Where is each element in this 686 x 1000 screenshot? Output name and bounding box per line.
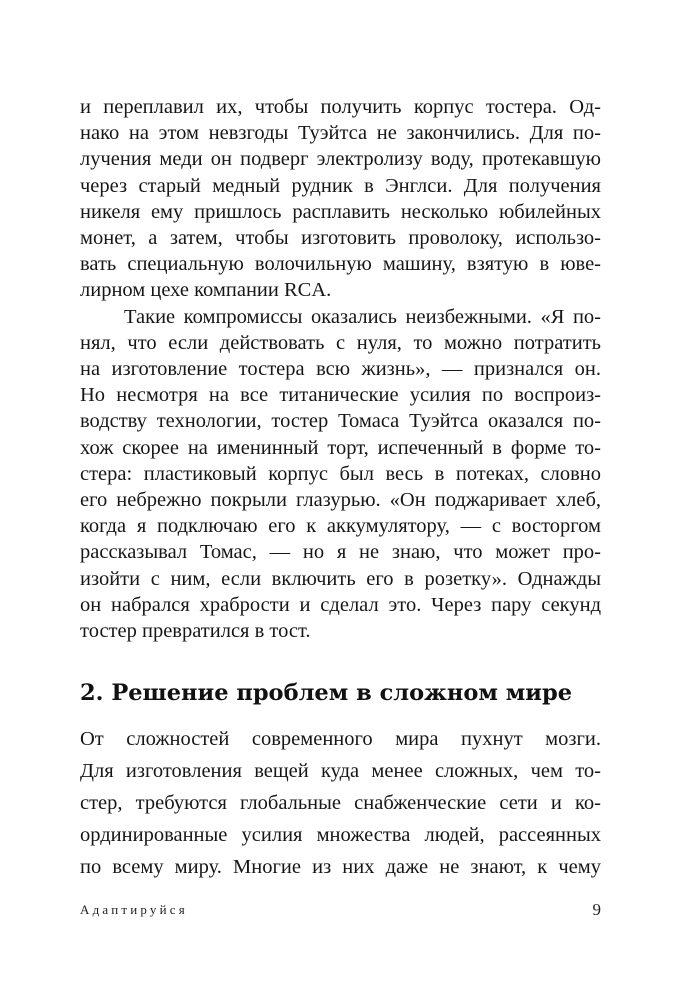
text-line: тостер превратился в тост. xyxy=(80,620,311,642)
text-line: когда я подключаю его к аккумулятору, — с восторгом xyxy=(80,515,601,537)
page-number: 9 xyxy=(592,900,601,919)
text-line: изойти с ним, если включить его в розетку». Однажды xyxy=(80,568,601,590)
text-line: через старый медный рудник в Энглси. Для получения xyxy=(80,175,601,197)
text-line: водству технологии, тостер Томаса Туэйтса оказался по- xyxy=(80,410,601,432)
text-line: Такие компромиссы оказались неизбежными. «Я по- xyxy=(124,306,601,328)
text-line: Для изготовления вещей куда менее сложных, чем то- xyxy=(80,760,601,782)
text-line: нако на этом невзгоды Туэйтса не закончились. Для по- xyxy=(80,122,601,144)
text-line: рассказывал Томас, — но я не знаю, что может про- xyxy=(80,541,601,563)
text-line: ординированные усилия множества людей, рассеянных xyxy=(80,824,601,846)
text-line: нял, что если действовать с нуля, то можно потратить xyxy=(80,332,601,354)
text-line: Но несмотря на все титанические усилия по воспроиз- xyxy=(80,384,601,406)
text-line: и переплавил их, чтобы получить корпус тостера. Од- xyxy=(80,96,601,118)
text-line: вать специальную волочильную машину, взятую в юве- xyxy=(80,253,601,275)
section-heading: 2. Решение проблем в сложном мире xyxy=(80,680,573,706)
text-line: никеля ему пришлось расплавить несколько юбилейных xyxy=(80,201,601,223)
text-line: лучения меди он подверг электролизу воду, протекавшую xyxy=(80,148,601,170)
text-line: на изготовление тостера всю жизнь», — признался он. xyxy=(80,358,601,380)
text-line: От сложностей современного мира пухнут мозги. xyxy=(80,728,601,750)
text-line: он набрался храбрости и сделал это. Через пару секунд xyxy=(80,594,601,616)
running-footer-title: Адаптируйся xyxy=(80,902,188,917)
text-line: монет, а затем, чтобы изготовить проволоку, использо- xyxy=(80,227,601,249)
text-line: лирном цехе компании RCA. xyxy=(80,279,332,301)
text-line: по всему миру. Многие из них даже не знают, к чему xyxy=(80,856,601,878)
text-line: хож скорее на именинный торт, испеченный в форме то- xyxy=(80,437,601,459)
text-line: стер, требуются глобальные снабженческие сети и ко- xyxy=(80,792,601,814)
text-line: его небрежно покрыли глазурью. «Он поджаривает хлеб, xyxy=(80,489,601,511)
book-page xyxy=(80,0,601,1000)
text-line: стера: пластиковый корпус был весь в потеках, словно xyxy=(80,463,601,485)
